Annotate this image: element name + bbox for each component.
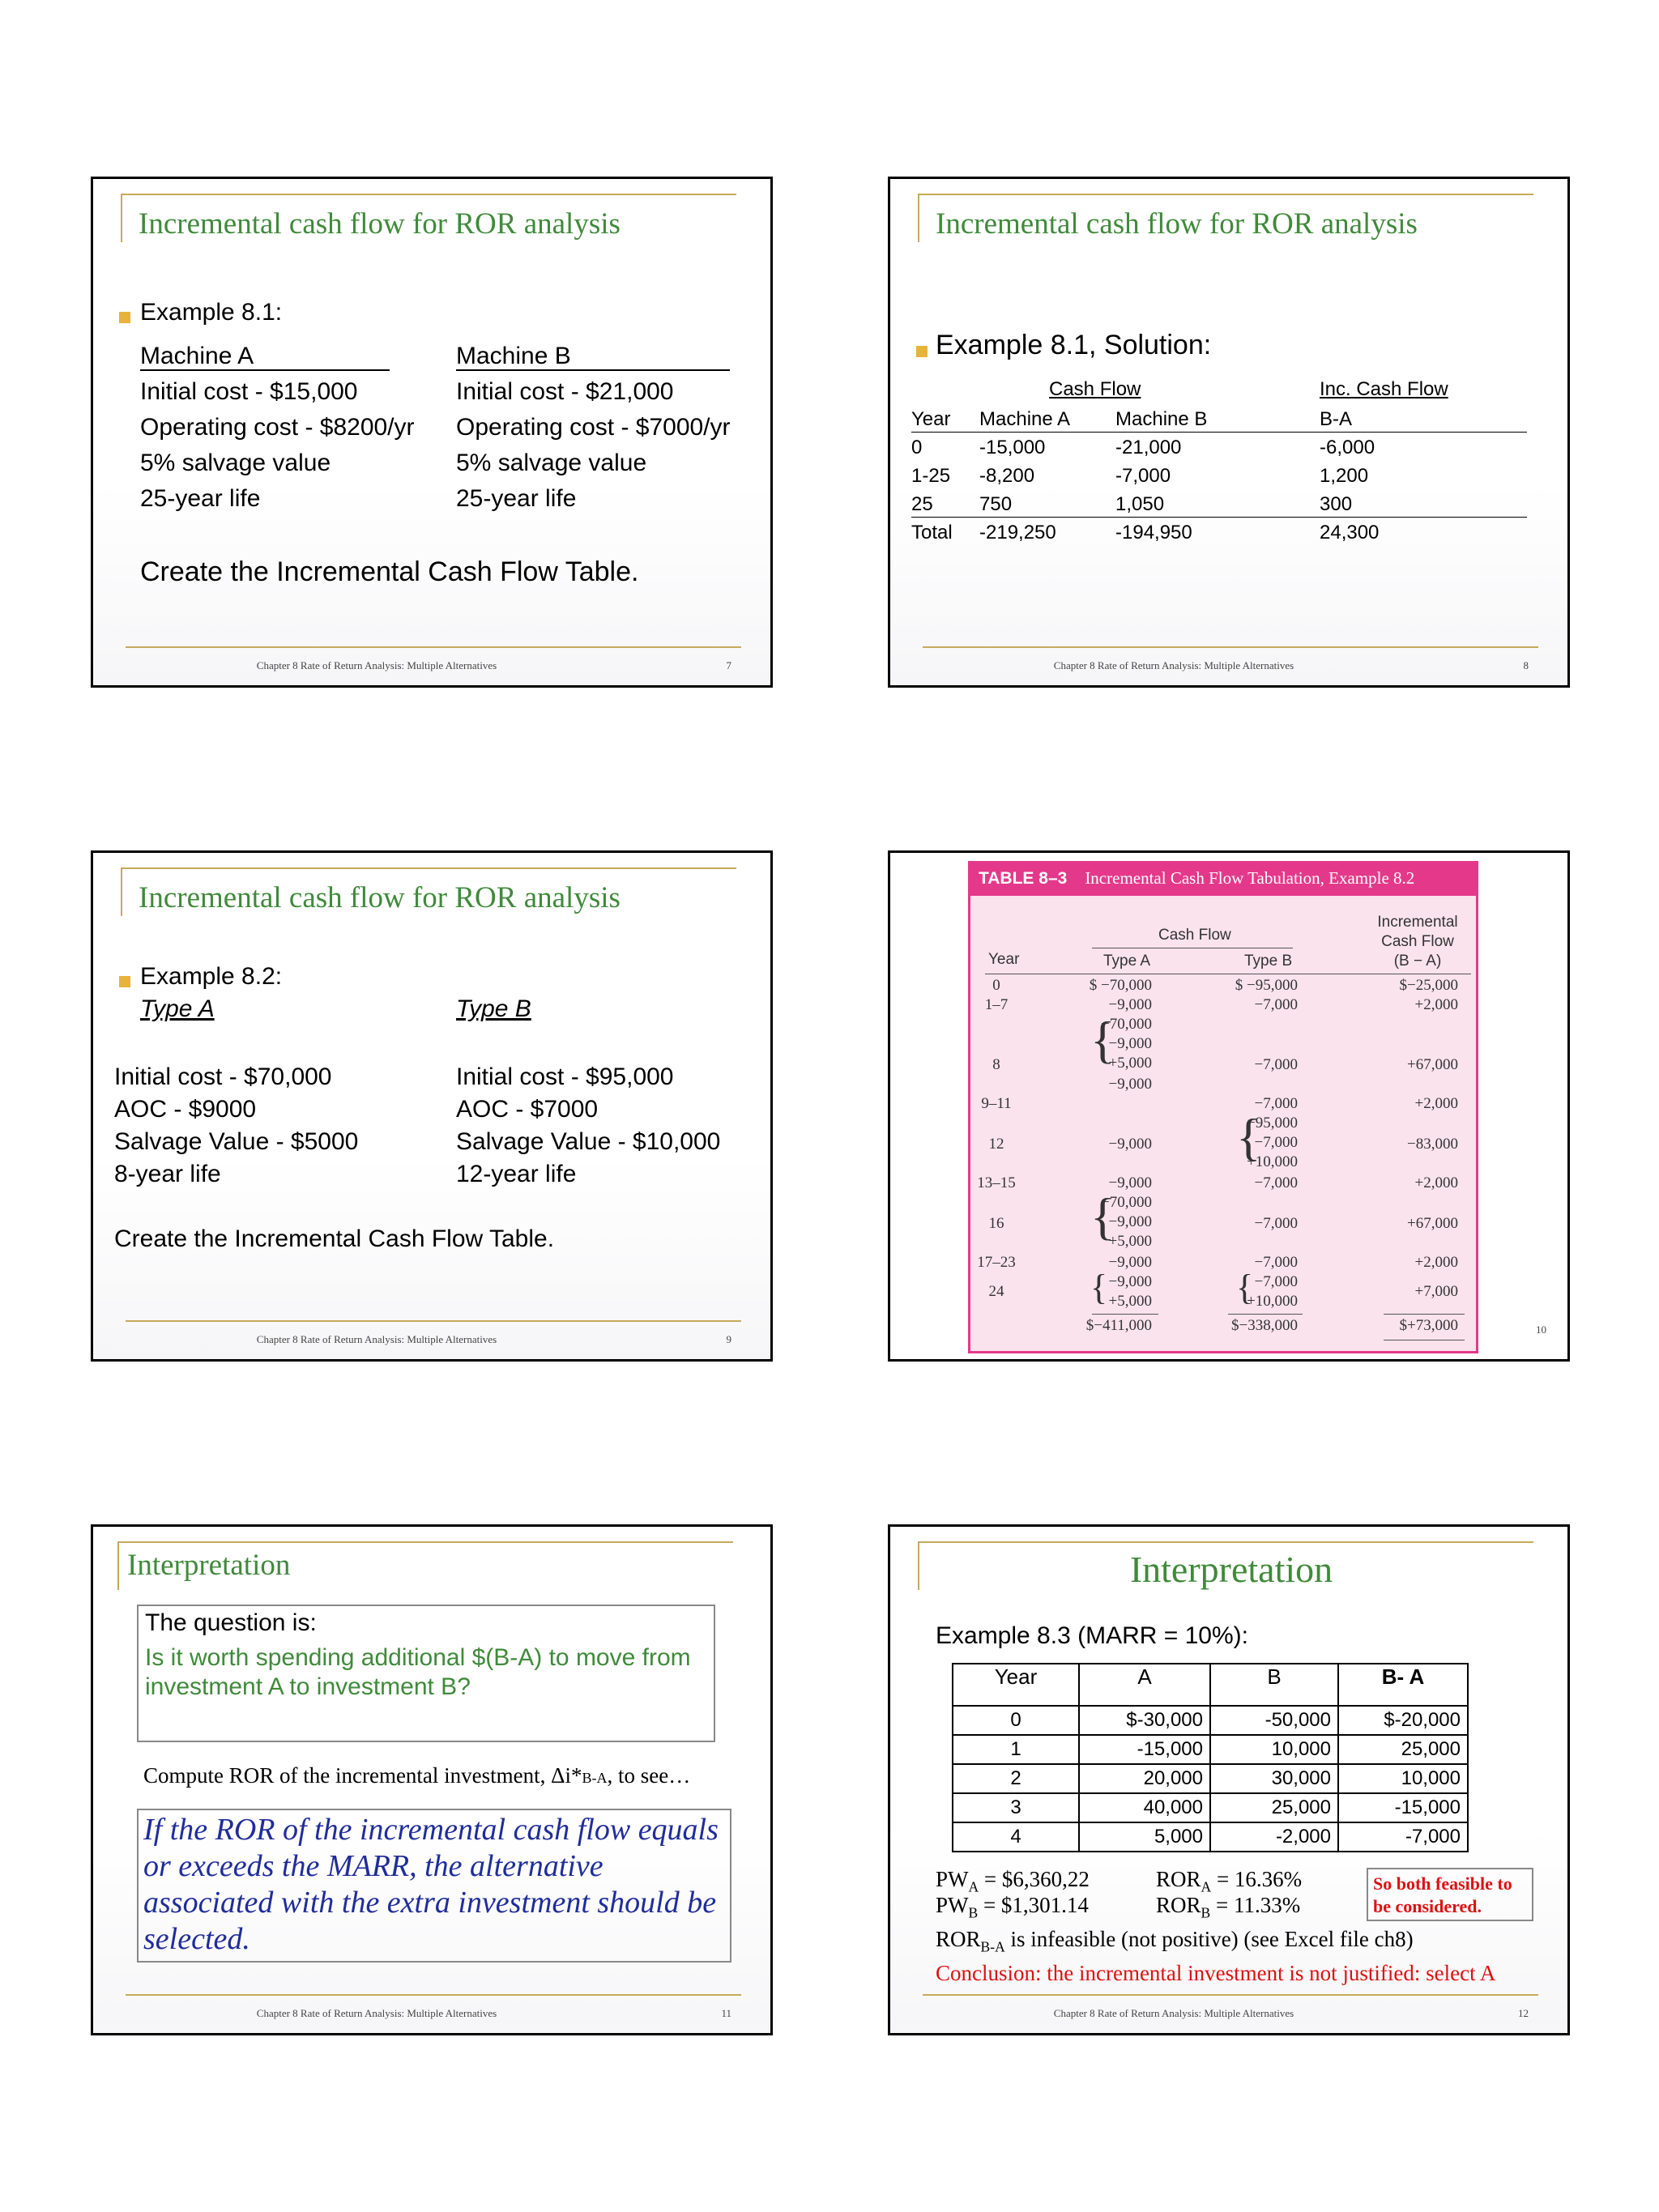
compute-sub: B-A — [582, 1770, 608, 1786]
instruction: Create the Incremental Cash Flow Table. — [114, 1225, 555, 1252]
underline — [140, 369, 390, 371]
cell: 40,000 — [1079, 1793, 1210, 1822]
footer-rule — [923, 646, 1538, 648]
ror-a-prefix: ROR — [1156, 1867, 1201, 1891]
ror-b-value: = 11.33% — [1210, 1893, 1301, 1917]
footer-caption: Chapter 8 Rate of Return Analysis: Multiple Alternatives — [256, 1333, 497, 1345]
table-row — [953, 1735, 1468, 1764]
slide-11 — [91, 1524, 773, 2035]
year-cell: 8 — [992, 1056, 1000, 1073]
year-cell: 17–23 — [977, 1254, 1016, 1271]
decision-rule: If the ROR of the incremental cash flow equals or exceeds the MARR, the alternative associated with the extra investment should be selected. — [137, 1809, 731, 1963]
col-cash-flow: Cash Flow — [1158, 927, 1231, 944]
cell: 10,000 — [1210, 1735, 1338, 1764]
cell: -7,000 — [1115, 465, 1171, 487]
type-a-cell: −9,000 — [1108, 1076, 1152, 1093]
type-a-cell: −9,000 — [1108, 996, 1152, 1013]
footer-rule — [126, 1320, 741, 1322]
brace-icon: { — [1236, 1268, 1254, 1307]
table-label: TABLE 8–3 — [979, 869, 1068, 888]
col-header-year: Year — [911, 408, 951, 430]
cell: 1,200 — [1320, 465, 1369, 487]
cell: -15,000 — [1338, 1793, 1468, 1822]
pw-a-prefix: PW — [936, 1867, 969, 1891]
type-b-cell: −7,000 — [1254, 1273, 1298, 1290]
type-b-cell: −7,000 — [1254, 996, 1298, 1013]
slide-9 — [91, 850, 773, 1362]
footer-rule — [923, 1994, 1538, 1996]
cell: 0 — [953, 1706, 1079, 1735]
cell: Total — [911, 522, 953, 543]
col-year: Year — [988, 951, 1020, 968]
inc-cell: −83,000 — [1407, 1136, 1458, 1153]
inc-cell: +67,000 — [1407, 1215, 1458, 1232]
pw-a — [936, 1867, 1090, 1895]
type-a-line: AOC - $9000 — [114, 1096, 257, 1123]
col-header-machine-a: Machine A — [979, 408, 1071, 430]
year-cell: 0 — [992, 977, 1000, 994]
cell: -219,250 — [979, 522, 1056, 543]
table-row — [953, 1822, 1468, 1852]
machine-a-label: Machine A — [140, 343, 254, 369]
type-b-cell: −95,000 — [1247, 1115, 1298, 1132]
ror-a-value: = 16.36% — [1211, 1867, 1303, 1891]
table-row — [953, 1764, 1468, 1793]
example-heading: Example 8.3 (MARR = 10%): — [936, 1622, 1248, 1649]
type-a-cell: −9,000 — [1108, 1035, 1152, 1052]
brace-icon: { — [1090, 1187, 1115, 1245]
bullet-icon — [119, 312, 130, 323]
slide-title: Interpretation — [127, 1549, 291, 1582]
type-a-cell: −9,000 — [1108, 1213, 1152, 1230]
col-type-b: Type B — [1244, 953, 1293, 970]
header-cell: Year — [953, 1664, 1079, 1706]
ror-a — [1156, 1867, 1302, 1895]
pw-a-sub: A — [968, 1878, 979, 1895]
cell: -7,000 — [1338, 1822, 1468, 1852]
inc-cell: +2,000 — [1414, 1174, 1458, 1191]
brace-icon: { — [1090, 1268, 1108, 1307]
cell: 3 — [953, 1793, 1079, 1822]
cell: 1 — [953, 1735, 1079, 1764]
cell: 24,300 — [1320, 522, 1380, 543]
type-b-cell: +10,000 — [1247, 1293, 1298, 1310]
footer-caption: Chapter 8 Rate of Return Analysis: Multiple Alternatives — [1053, 659, 1294, 671]
type-b-cell: −7,000 — [1254, 1095, 1298, 1112]
cell: 20,000 — [1079, 1764, 1210, 1793]
total-b: $−338,000 — [1231, 1317, 1298, 1334]
col-inc-3: (B − A) — [1393, 953, 1442, 970]
machine-a-line: Operating cost - $8200/yr — [140, 414, 415, 441]
pw-b-prefix: PW — [936, 1893, 969, 1917]
example-heading: Example 8.2: — [140, 963, 283, 990]
machine-b-line: Initial cost - $21,000 — [456, 378, 674, 405]
cell: -15,000 — [979, 437, 1046, 458]
col-type-a: Type A — [1103, 953, 1151, 970]
cell: -50,000 — [1210, 1706, 1338, 1735]
brace-icon: { — [1236, 1108, 1261, 1166]
compute-suffix: , to see… — [607, 1763, 691, 1788]
col-header-machine-b: Machine B — [1115, 408, 1208, 430]
header-cell: B- A — [1338, 1664, 1468, 1706]
ror-a-sub: A — [1201, 1878, 1212, 1895]
cell: -194,950 — [1115, 522, 1192, 543]
cell: 750 — [979, 493, 1013, 515]
compute-prefix: Compute ROR of the incremental investment, Δi* — [143, 1763, 582, 1788]
question-label: The question is: — [145, 1609, 317, 1636]
bullet-icon — [916, 346, 928, 357]
ror-ba-line — [936, 1927, 1414, 1955]
year-cell: 1–7 — [984, 996, 1009, 1013]
conclusion: Conclusion: the incremental investment is not justified: select A — [936, 1961, 1496, 1985]
col-header-b-a: B-A — [1320, 408, 1353, 430]
machine-b-label: Machine B — [456, 343, 571, 369]
slide-10 — [888, 850, 1570, 1362]
cell: -6,000 — [1320, 437, 1375, 458]
rule — [1092, 1314, 1158, 1315]
footer-caption: Chapter 8 Rate of Return Analysis: Multiple Alternatives — [1053, 2007, 1294, 2019]
total-a: $−411,000 — [1085, 1317, 1152, 1334]
ror-ba-prefix: ROR — [936, 1927, 981, 1951]
year-cell: 13–15 — [977, 1174, 1016, 1191]
page-number: 8 — [1523, 659, 1529, 671]
total-inc: $+73,000 — [1399, 1317, 1458, 1334]
pw-b-value: = $1,301.14 — [978, 1893, 1089, 1917]
incremental-table-image — [968, 861, 1478, 1353]
table-row — [953, 1793, 1468, 1822]
underline — [456, 369, 730, 371]
type-a-line: Salvage Value - $5000 — [114, 1128, 359, 1155]
machine-b-line: 5% salvage value — [456, 450, 647, 476]
type-b-cell: +10,000 — [1247, 1153, 1298, 1170]
total-rule — [911, 517, 1527, 518]
type-a-cell: −9,000 — [1108, 1136, 1152, 1153]
pw-b-sub: B — [968, 1904, 979, 1921]
year-cell: 24 — [988, 1283, 1004, 1300]
inc-cell: +2,000 — [1414, 1095, 1458, 1112]
type-b-cell: −7,000 — [1254, 1174, 1298, 1191]
instruction: Create the Incremental Cash Flow Table. — [140, 556, 639, 587]
slide-title: Incremental cash flow for ROR analysis — [139, 207, 621, 241]
cash-flow-group: Cash Flow — [1049, 378, 1141, 400]
slide-7 — [91, 177, 773, 688]
slide-12 — [888, 1524, 1570, 2035]
inc-cell: +2,000 — [1414, 1254, 1458, 1271]
year-cell: 12 — [988, 1136, 1004, 1153]
type-b-cell: −7,000 — [1254, 1215, 1298, 1232]
page-number: 9 — [726, 1333, 731, 1345]
type-b-cell: $ −95,000 — [1235, 977, 1298, 994]
footer-rule — [126, 646, 741, 648]
page-number: 12 — [1518, 2007, 1529, 2019]
cell: $-20,000 — [1338, 1706, 1468, 1735]
brace-icon: { — [1090, 1011, 1115, 1068]
type-a-line: Initial cost - $70,000 — [114, 1063, 332, 1090]
inc-cell: +2,000 — [1414, 996, 1458, 1013]
type-b-line: Salvage Value - $10,000 — [456, 1128, 721, 1155]
footer-caption: Chapter 8 Rate of Return Analysis: Multiple Alternatives — [256, 659, 497, 671]
type-a-cell: −9,000 — [1108, 1174, 1152, 1191]
col-inc-1: Incremental — [1377, 914, 1458, 931]
page-number: 7 — [726, 659, 731, 671]
cell: 4 — [953, 1822, 1079, 1852]
cell: -15,000 — [1079, 1735, 1210, 1764]
inc-cell: +67,000 — [1407, 1056, 1458, 1073]
page-number: 11 — [721, 2007, 731, 2019]
header-cell: B — [1210, 1664, 1338, 1706]
type-b-line: Initial cost - $95,000 — [456, 1063, 674, 1090]
example-heading: Example 8.1: — [140, 299, 283, 326]
type-a-cell: +5,000 — [1108, 1293, 1152, 1310]
type-a-cell: +5,000 — [1108, 1055, 1152, 1072]
page-number: 10 — [1536, 1323, 1546, 1336]
type-b-line: 12-year life — [456, 1161, 577, 1187]
col-inc-2: Cash Flow — [1381, 933, 1454, 950]
cell: -8,200 — [979, 465, 1035, 487]
example-heading: Example 8.1, Solution: — [936, 330, 1212, 360]
type-b-line: AOC - $7000 — [456, 1096, 599, 1123]
cell: -21,000 — [1115, 437, 1182, 458]
bullet-icon — [119, 976, 130, 987]
slide-8 — [888, 177, 1570, 688]
table-header-row — [953, 1664, 1468, 1706]
type-a-cell: $ −70,000 — [1089, 977, 1152, 994]
cell: 0 — [911, 437, 923, 458]
type-a-cell: −9,000 — [1108, 1273, 1152, 1290]
cell: 25,000 — [1210, 1793, 1338, 1822]
cell: 25,000 — [1338, 1735, 1468, 1764]
compute-line — [143, 1763, 690, 1788]
header-cell: A — [1079, 1664, 1210, 1706]
cell: -2,000 — [1210, 1822, 1338, 1852]
type-a-cell: +5,000 — [1108, 1233, 1152, 1250]
slide-title: Interpretation — [1129, 1549, 1333, 1590]
machine-b-line: 25-year life — [456, 485, 577, 512]
rule — [1384, 1314, 1465, 1315]
inc-cell: +7,000 — [1414, 1283, 1458, 1300]
footer-rule — [126, 1994, 741, 1996]
ror-b-prefix: ROR — [1156, 1893, 1201, 1917]
type-a-cell: −9,000 — [1108, 1254, 1152, 1271]
cell: 1,050 — [1115, 493, 1165, 515]
inc-cash-flow-group: Inc. Cash Flow — [1320, 378, 1448, 400]
pw-b — [936, 1893, 1089, 1921]
cell: 1-25 — [911, 465, 951, 487]
header-rule — [911, 432, 1527, 433]
machine-a-line: 5% salvage value — [140, 450, 331, 476]
year-cell: 16 — [988, 1215, 1004, 1232]
type-a-cell: −70,000 — [1101, 1016, 1152, 1033]
ror-ba-sub: B-A — [980, 1938, 1005, 1955]
ror-b-sub: B — [1201, 1904, 1211, 1921]
table-row — [953, 1706, 1468, 1735]
table-title: Incremental Cash Flow Tabulation, Example 8.2 — [1085, 868, 1415, 888]
cell: $-30,000 — [1079, 1706, 1210, 1735]
machine-b-line: Operating cost - $7000/yr — [456, 414, 731, 441]
cell: 300 — [1320, 493, 1353, 515]
type-b-cell: −7,000 — [1254, 1134, 1298, 1151]
table-caption — [970, 863, 1476, 896]
type-b-cell: −7,000 — [1254, 1056, 1298, 1073]
type-a-line: 8-year life — [114, 1161, 221, 1187]
ror-ba-text: is infeasible (not positive) (see Excel file ch8) — [1004, 1927, 1414, 1951]
cell: 2 — [953, 1764, 1079, 1793]
slide-title: Incremental cash flow for ROR analysis — [936, 207, 1418, 241]
cell: 10,000 — [1338, 1764, 1468, 1793]
rule — [1228, 1314, 1303, 1315]
question-box — [137, 1605, 715, 1742]
cash-flow-table — [952, 1663, 1469, 1852]
type-b-cell: −7,000 — [1254, 1254, 1298, 1271]
ror-b — [1156, 1893, 1300, 1921]
type-a-cell: −70,000 — [1101, 1194, 1152, 1211]
year-cell: 9–11 — [981, 1095, 1012, 1112]
inc-cell: $−25,000 — [1399, 977, 1458, 994]
type-b-label: Type B — [456, 995, 531, 1022]
cell: 5,000 — [1079, 1822, 1210, 1852]
pw-a-value: = $6,360,22 — [979, 1867, 1090, 1891]
type-a-label: Type A — [140, 995, 215, 1022]
cell: 30,000 — [1210, 1764, 1338, 1793]
cell: 25 — [911, 493, 933, 515]
feasible-note: So both feasible to be considered. — [1367, 1868, 1533, 1921]
machine-a-line: Initial cost - $15,000 — [140, 378, 358, 405]
machine-a-line: 25-year life — [140, 485, 261, 512]
slide-title: Incremental cash flow for ROR analysis — [139, 881, 621, 914]
question-text: Is it worth spending additional $(B-A) to move from investment A to investment B? — [145, 1644, 691, 1700]
footer-caption: Chapter 8 Rate of Return Analysis: Multiple Alternatives — [256, 2007, 497, 2019]
